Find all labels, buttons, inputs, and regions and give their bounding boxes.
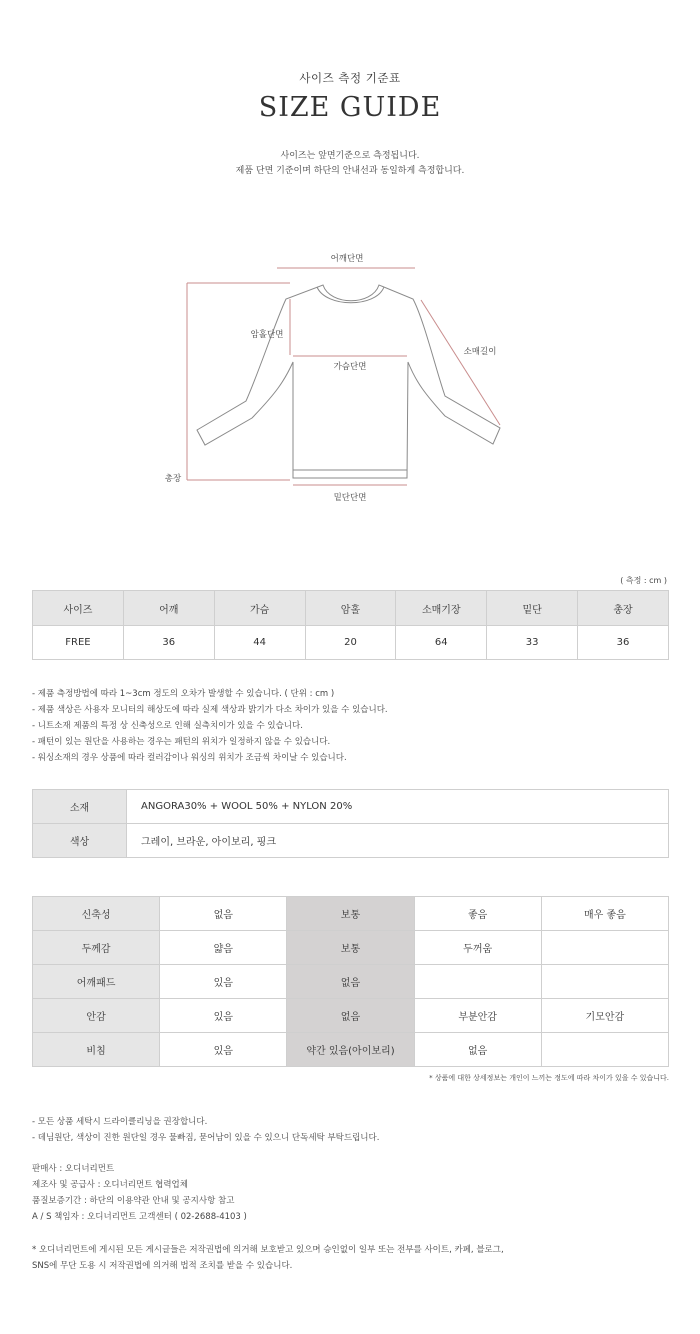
- property-option: 있음: [160, 965, 287, 999]
- copyright-line: SNS에 무단 도용 시 저작권법에 의거해 법적 조치를 받을 수 있습니다.: [32, 1261, 293, 1271]
- seller-info: [32, 1161, 247, 1225]
- size-table: [32, 590, 669, 660]
- size-cell: 64: [396, 626, 487, 660]
- property-option-selected: 없음: [287, 965, 414, 999]
- property-option: 있음: [160, 1033, 287, 1067]
- material-table: [32, 789, 669, 858]
- property-label: 신축성: [33, 897, 160, 931]
- property-label: 어깨패드: [33, 965, 160, 999]
- property-option: 매우 좋음: [541, 897, 668, 931]
- property-option: 없음: [414, 1033, 541, 1067]
- care-instructions: [32, 1114, 379, 1146]
- property-option-selected: 약간 있음(아이보리): [287, 1033, 414, 1067]
- note-line: - 패턴이 있는 원단을 사용하는 경우는 패턴의 위치가 일정하지 않을 수 있습니다.: [32, 737, 331, 747]
- size-cell: 36: [578, 626, 669, 660]
- care-line: - 데님원단, 색상이 진한 원단일 경우 물빠짐, 묻어남이 있을 수 있으니 단독세탁 부탁드립니다.: [32, 1133, 380, 1143]
- intro-line: 제품 단면 기준이며 하단의 안내선과 동일하게 측정합니다.: [235, 166, 465, 176]
- disclaimer-note: * 상품에 대한 상세정보는 개인이 느끼는 정도에 따라 차이가 있을 수 있습니다.: [429, 1074, 669, 1082]
- size-table-header-row: [33, 591, 669, 626]
- seller-line: A / S 책임자 : 오디너리먼트 고객센터 ( 02-2688-4103 ): [32, 1212, 247, 1222]
- size-header-cell: 가슴: [214, 591, 305, 626]
- size-header-cell: 암홀: [305, 591, 396, 626]
- property-label: 비침: [33, 1033, 160, 1067]
- property-option: 부분안감: [414, 999, 541, 1033]
- size-header-cell: 사이즈: [33, 591, 124, 626]
- note-line: - 워싱소재의 경우 상품에 따라 컬러감이나 워싱의 위치가 조금씩 차이날 수 있습니다.: [32, 753, 347, 763]
- property-option: 두꺼움: [414, 931, 541, 965]
- size-cell: 33: [487, 626, 578, 660]
- chest-label: 가슴단면: [333, 362, 367, 372]
- note-line: - 제품 색상은 사용자 모니터의 해상도에 따라 실제 색상과 밝기가 다소 차이가 있을 수 있습니다.: [32, 705, 388, 715]
- property-option-selected: 보통: [287, 931, 414, 965]
- table-row: [33, 790, 669, 824]
- length-label: 총장: [164, 474, 182, 484]
- intro-line: 사이즈는 앞면기준으로 측정됩니다.: [280, 151, 420, 161]
- property-label: 안감: [33, 999, 160, 1033]
- note-line: - 니트소재 제품의 특정 상 신축성으로 인해 실측치이가 있을 수 있습니다.: [32, 721, 303, 731]
- property-option-selected: 보통: [287, 897, 414, 931]
- property-option: 있음: [160, 999, 287, 1033]
- material-label: 소재: [33, 790, 127, 824]
- size-guide-en-title: SIZE GUIDE: [258, 92, 442, 123]
- size-cell: 36: [123, 626, 214, 660]
- size-header-cell: 소매기장: [396, 591, 487, 626]
- table-row: [33, 999, 669, 1033]
- sleeve-label: 소매길이: [463, 347, 497, 357]
- hem-label: 밑단단면: [333, 493, 367, 503]
- color-label: 색상: [33, 824, 127, 858]
- table-row: [33, 931, 669, 965]
- unit-note: ( 측정 : cm ): [620, 576, 667, 585]
- size-header-cell: 총장: [578, 591, 669, 626]
- seller-line: 판매사 : 오디너리먼트: [32, 1164, 115, 1174]
- size-header-cell: 밑단: [487, 591, 578, 626]
- material-value: ANGORA30% + WOOL 50% + NYLON 20%: [127, 790, 669, 824]
- measurement-notes: [32, 686, 388, 766]
- property-option: [541, 1033, 668, 1067]
- property-option: [541, 965, 668, 999]
- table-row: [33, 824, 669, 858]
- armhole-label: 암홀단면: [250, 330, 284, 340]
- size-header-cell: 어깨: [123, 591, 214, 626]
- table-row: [33, 626, 669, 660]
- sleeve-measure-line: [421, 300, 500, 425]
- sweater-outline: [197, 285, 500, 478]
- seller-line: 품질보증기간 : 하단의 이용약관 안내 및 공지사항 참고: [32, 1196, 235, 1206]
- color-value: 그레이, 브라운, 아이보리, 핑크: [127, 824, 669, 858]
- property-option: 없음: [160, 897, 287, 931]
- size-guide-kr-title: 사이즈 측정 기준표: [299, 71, 401, 85]
- table-row: [33, 1033, 669, 1067]
- property-option: 좋음: [414, 897, 541, 931]
- copyright-notice: [32, 1242, 504, 1274]
- table-row: [33, 965, 669, 999]
- shoulder-label: 어깨단면: [330, 254, 364, 264]
- property-option: 얇음: [160, 931, 287, 965]
- size-cell: 20: [305, 626, 396, 660]
- sweater-diagram: [0, 0, 700, 560]
- size-cell: 44: [214, 626, 305, 660]
- care-line: - 모든 상품 세탁시 드라이클리닝을 권장합니다.: [32, 1117, 208, 1127]
- property-label: 두께감: [33, 931, 160, 965]
- copyright-line: * 오디너리먼트에 게시된 모든 게시글들은 저작권법에 의거해 보호받고 있으며 승인없이 일부 또는 전부를 사이트, 카페, 블로그,: [32, 1245, 504, 1255]
- note-line: - 제품 측정방법에 따라 1~3cm 정도의 오차가 발생할 수 있습니다. ( 단위 : cm ): [32, 689, 335, 699]
- property-option: [414, 965, 541, 999]
- property-option-selected: 없음: [287, 999, 414, 1033]
- property-option: 기모안감: [541, 999, 668, 1033]
- seller-line: 제조사 및 공급사 : 오디너리먼트 협력업체: [32, 1180, 188, 1190]
- property-option: [541, 931, 668, 965]
- properties-table: [32, 896, 669, 1067]
- table-row: [33, 897, 669, 931]
- size-cell: FREE: [33, 626, 124, 660]
